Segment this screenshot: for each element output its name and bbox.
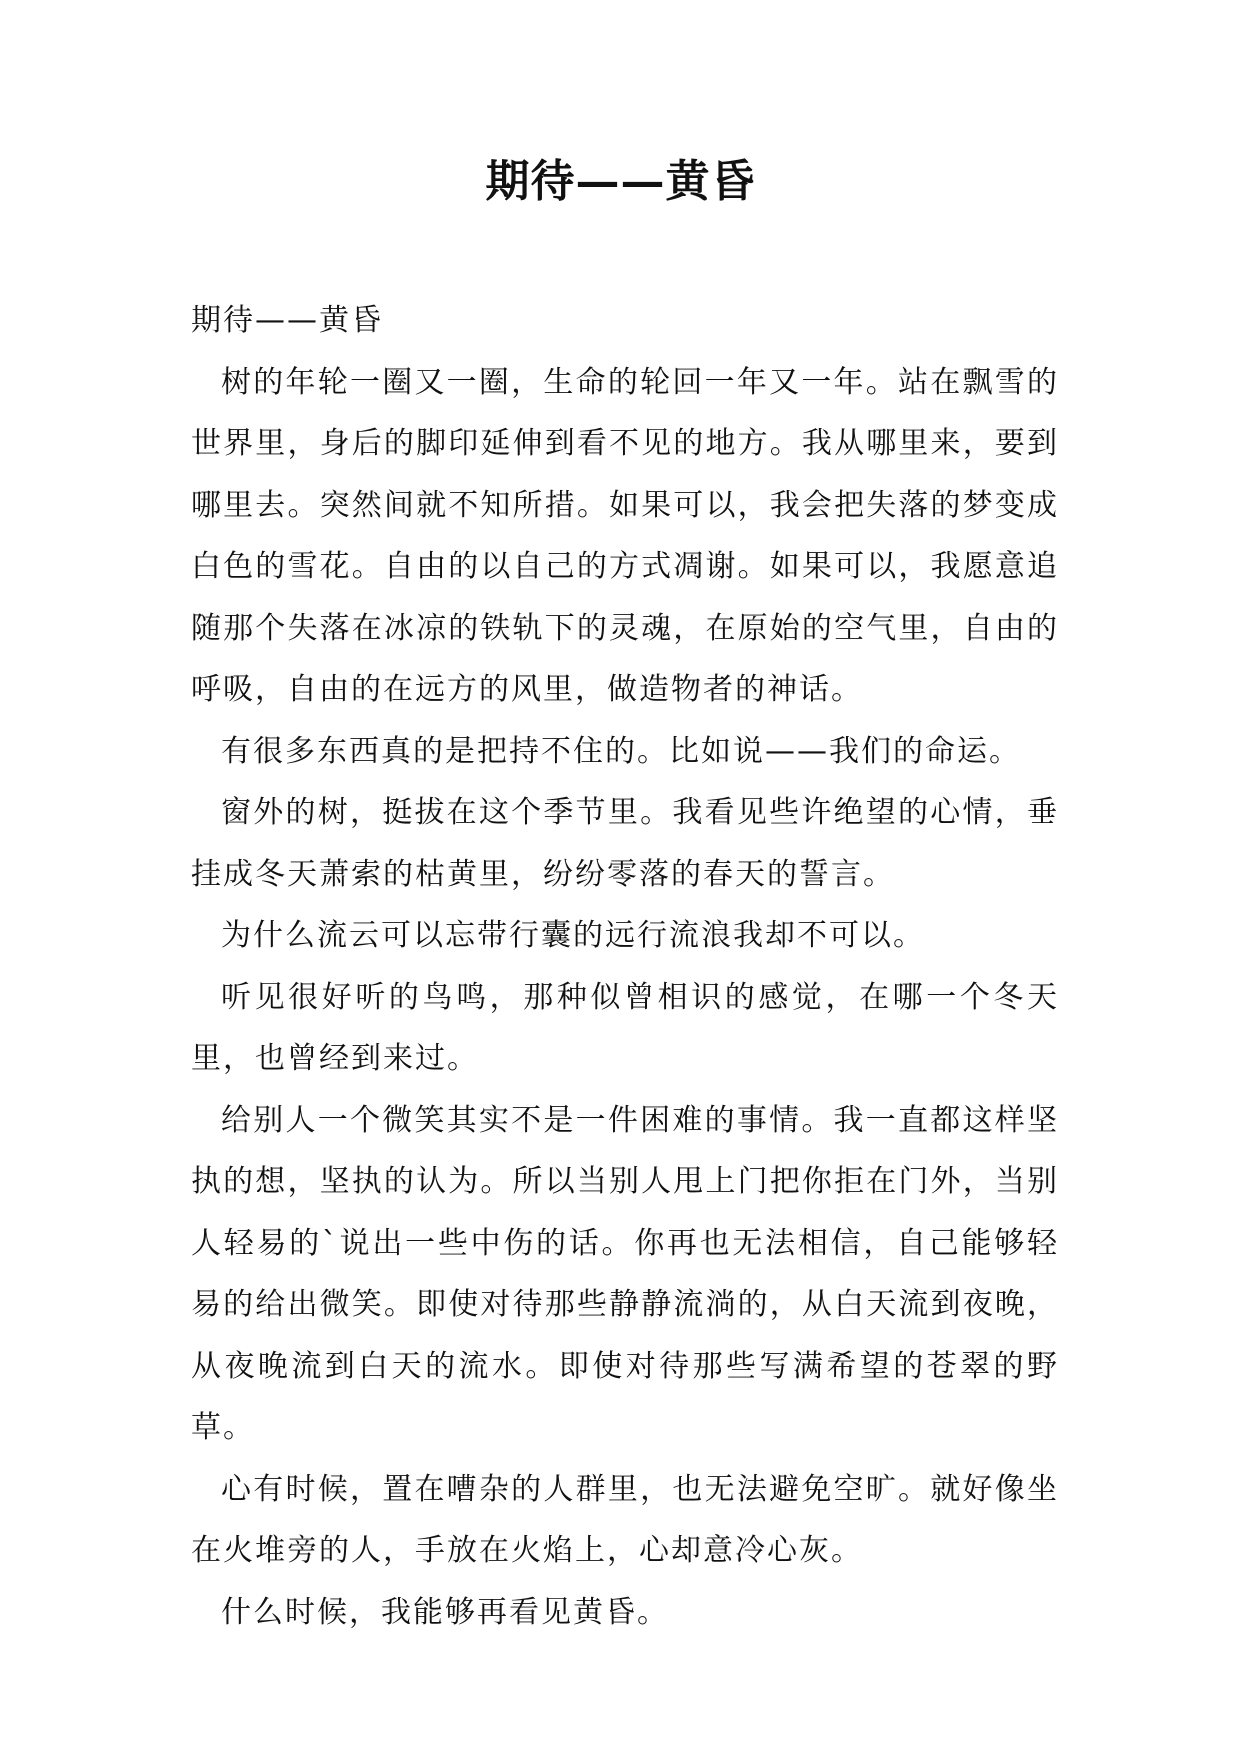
document-body — [191, 290, 1059, 1643]
paragraph: 有很多东西真的是把持不住的。比如说——我们的命运。 — [221, 733, 1021, 769]
subtitle-line: 期待——黄昏 — [191, 303, 383, 338]
paragraph: 窗外的树，挺拔在这个季节里。我看见些许绝望的心情，垂挂成冬天萧索的枯黄里，纷纷零落的春天的誓言。 — [191, 795, 1059, 892]
paragraph: 听见很好听的鸟鸣，那种似曾相识的感觉，在哪一个冬天里，也曾经到来过。 — [191, 979, 1059, 1076]
paragraph: 为什么流云可以忘带行囊的远行流浪我却不可以。 — [221, 918, 925, 953]
paragraph: 心有时候，置在嘈杂的人群里，也无法避免空旷。就好像坐在火堆旁的人，手放在火焰上，心却意冷心灰。 — [191, 1471, 1059, 1568]
document-title: 期待——黄昏 — [485, 156, 756, 207]
paragraph: 给别人一个微笑其实不是一件困难的事情。我一直都这样坚执的想，坚执的认为。所以当别人甩上门把你拒在门外，当别人轻易的`说出一些中伤的话。你再也无法相信，自己能够轻易的给出微笑。即使对待那些静静流淌的，从白天流到夜晚，从夜晚流到白天的流水。即使对待那些写满希望的苍翠的野草。 — [191, 1102, 1059, 1445]
paragraph: 什么时候，我能够再看见黄昏。 — [221, 1594, 669, 1630]
paragraph: 树的年轮一圈又一圈，生命的轮回一年又一年。站在飘雪的世界里，身后的脚印延伸到看不见的地方。我从哪里来，要到哪里去。突然间就不知所措。如果可以，我会把失落的梦变成白色的雪花。自由的以自己的方式凋谢。如果可以，我愿意追随那个失落在冰凉的铁轨下的灵魂，在原始的空气里，自由的呼吸，自由的在远方的风里，做造物者的神话。 — [191, 364, 1059, 707]
